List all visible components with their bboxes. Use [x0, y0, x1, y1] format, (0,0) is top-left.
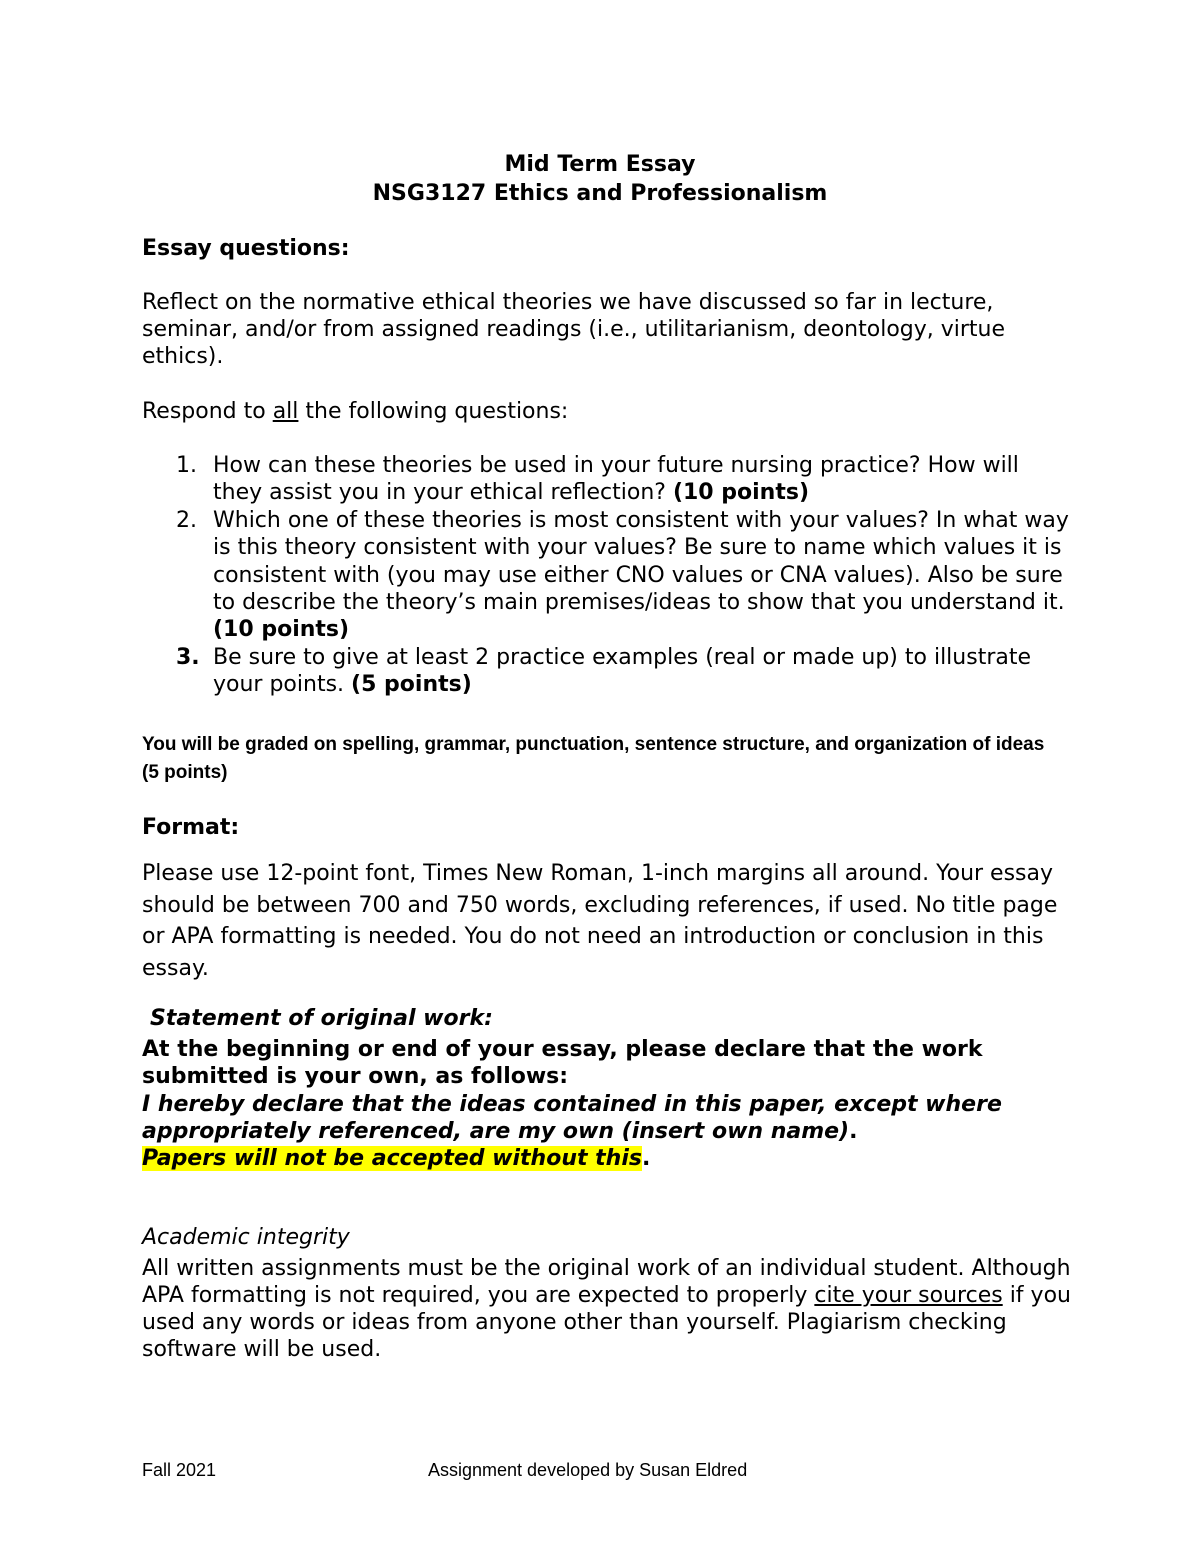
- question-text: Which one of these theories is most consistent with your values? In what way is this theory consistent with your values? Be sure to name which values it is consistent with (you may use either CNO values or CNA values). Also be sure to describe the theory’s main premises/ideas to show that you understand it.: [213, 507, 1069, 616]
- question-item: [142, 644, 1072, 699]
- question-text: How can these theories be used in your future nursing practice? How will they assist you in your ethical reflection?: [213, 453, 1019, 506]
- academic-integrity-heading: Academic integrity: [142, 1225, 350, 1250]
- question-points: (10 points): [672, 480, 809, 506]
- respond-text-start: Respond to: [142, 399, 273, 424]
- acceptance-warning: Papers will not be accepted without this: [142, 1146, 642, 1171]
- question-number: 2.: [176, 507, 197, 533]
- question-points: (5 points): [351, 672, 472, 698]
- footer-credit: Assignment developed by Susan Eldred: [428, 1460, 748, 1480]
- respond-instruction: [142, 398, 1072, 425]
- respond-all-underlined: all: [272, 399, 299, 424]
- essay-intro: Reflect on the normative ethical theories we have discussed so far in lecture, seminar, and/or from assigned readings (i.e., utilitarianism, deontology, virtue ethics).: [142, 290, 1006, 369]
- question-number: 3.: [176, 644, 200, 670]
- cite-sources-link[interactable]: cite your sources: [814, 1283, 1003, 1308]
- format-heading: Format:: [142, 815, 240, 840]
- warning-period: .: [641, 1146, 651, 1171]
- grading-note: You will be graded on spelling, grammar, punctuation, sentence structure, and organization of ideas (5 points): [142, 734, 1045, 783]
- statement-instruction: At the beginning or end of your essay, please declare that the work submitted is your own, as follows:: [142, 1037, 983, 1089]
- question-text: Be sure to give at least 2 practice examples (real or made up) to illustrate your points.: [213, 644, 1032, 698]
- statement-heading: Statement of original work:: [150, 1006, 493, 1031]
- question-item: [142, 507, 1072, 644]
- essay-questions-heading: Essay questions:: [142, 236, 350, 261]
- question-item: [142, 452, 1072, 507]
- course-title: NSG3127 Ethics and Professionalism: [372, 181, 828, 206]
- integrity-text-start: All written assignments must be the original work of an individual student. Although APA formatting is not required, you are expected to properly: [142, 1256, 1071, 1308]
- statement-declaration: [142, 1091, 1072, 1172]
- integrity-text-end: if you used any words or ideas from anyone other than yourself. Plagiarism checking software will be used.: [142, 1283, 1071, 1362]
- footer-term: Fall 2021: [142, 1460, 217, 1480]
- declaration-period: .: [849, 1119, 858, 1144]
- document-title: Mid Term Essay: [504, 152, 696, 177]
- question-points: (10 points): [213, 617, 350, 643]
- question-number: 1.: [176, 453, 197, 478]
- respond-text-end: the following questions:: [298, 399, 569, 424]
- question-list: [142, 452, 1072, 699]
- format-instructions: Please use 12-point font, Times New Roman, 1-inch margins all around. Your essay should be between 700 and 750 words, excluding references, if used. No title page or APA formatting is needed. You do not need an introduction or conclusion in this essay.: [142, 861, 1058, 981]
- declaration-text: I hereby declare that the ideas contained in this paper, except where appropriately referenced, are my own (insert own name): [142, 1092, 1002, 1144]
- academic-integrity-text: [142, 1255, 1072, 1363]
